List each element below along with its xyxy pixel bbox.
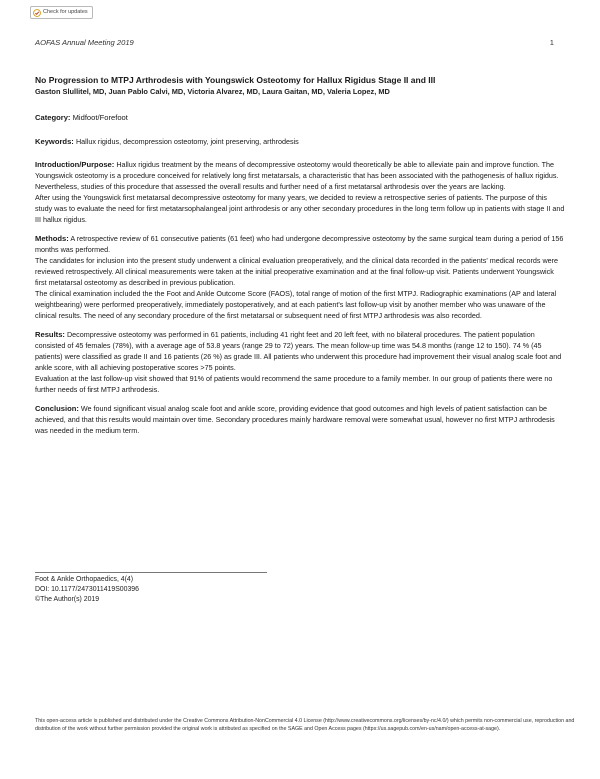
keywords-line: [35, 136, 565, 149]
footer-citation: [35, 575, 139, 606]
conclusion-label: Conclusion:: [35, 404, 79, 413]
category-label: Category:: [35, 113, 71, 122]
license-notice: This open-access article is published and distributed under the Creative Commons Attribution-NonCommercial 4.0 License (http://www.creativecommons.org/licenses/by-nc/4.0/) which permits non-commercial use, reproduction and distribution of the work without further permission provided the original work is attributed as specified on the SAGE and Open Access pages (https://us.sagepub.com/en-us/nam/open-access-at-sage).: [35, 718, 575, 733]
category-line: [35, 112, 565, 125]
article-title: No Progression to MTPJ Arthrodesis with Youngswick Osteotomy for Hallux Rigidus Stage II and III: [35, 75, 436, 85]
check-icon: [33, 9, 41, 17]
methods-paragraph-2: The candidates for inclusion into the present study underwent a clinical evaluation preoperatively, and the clinical data recorded in the patients' medical records were reviewed retrospectively. All clinical measurements were taken at the initial preoperative examination and at the final follow-up visit. Patients underwent Youngswick first metatarsal osteotomy as described in previous publication.: [35, 256, 559, 287]
check-for-updates-label: Check for updates: [43, 9, 88, 15]
doi-link[interactable]: DOI: 10.1177/2473011419S00396: [35, 586, 139, 594]
methods-paragraph: [35, 233, 565, 255]
footer-divider: [35, 572, 267, 573]
conclusion-paragraph: [35, 403, 565, 436]
keywords-label: Keywords:: [35, 136, 74, 146]
page-number: 1: [549, 38, 554, 47]
methods-text: A retrospective review of 61 consecutive patients (61 feet) who had undergone decompressive osteotomy by the same surgical team during a period of 156 months was performed.: [35, 234, 564, 254]
methods-paragraph-3: The clinical examination included the the Foot and Ankle Outcome Score (FAOS), total range of motion of the first MTPJ. Radiographic examinations (AP and lateral weightbearing) were performed preoperatively, immediately postoperatively, and at each patient's last follow-up visit by another member who was unaware of the clinical results. The need of any secondary procedure of the first metatarsal or subsequent need of first MTPJ arthrodesis was also recorded.: [35, 289, 557, 320]
running-header: [35, 38, 554, 47]
introduction-paragraph: [35, 159, 565, 192]
check-for-updates-badge[interactable]: [30, 6, 93, 19]
conclusion-text: We found significant visual analog scale foot and ankle score, providing evidence that good outcomes and high levels of patient satisfaction can be achieved, and that this results would maintain over time. Secondary procedures mainly hardware removal were somewhat usual, however no first MTPJ arthrodesis was needed in the medium term.: [35, 404, 555, 435]
journal-citation: Foot & Ankle Orthopaedics, 4(4): [35, 576, 134, 583]
abstract-body: [35, 74, 565, 436]
introduction-paragraph-2: After using the Youngswick first metatarsal decompressive osteotomy for many years, we decided to review a retrospective series of patients. The purpose of this study was to evaluate the need for first metatarsophalangeal joint arthrodesis or any other secondary procedures in the long term follow up in patients with stage II and III hallux rigidus.: [35, 193, 565, 224]
copyright-notice: ©The Author(s) 2019: [35, 596, 100, 604]
results-paragraph-2: Evaluation at the last follow-up visit showed that 91% of patients would recommend the same procedure to a family member. In our group of patients there were no further needs of first MTPJ arthrodesis.: [35, 374, 553, 394]
introduction-text: Hallux rigidus treatment by the means of decompressive osteotomy would theoretically be able to alleviate pain and improve function. The Youngswick osteotomy is a procedure conceived for relatively long first metatarsals, a characteristic that has been associated with the pathogenesis of hallux rigidus. Nevertheless, studies of this procedure that assessed the overall results and further need of a first metatarsal arthrodesis over the years are lacking.: [35, 160, 559, 191]
category-value: Midfoot/Forefoot: [72, 113, 128, 122]
results-label: Results:: [35, 330, 65, 339]
introduction-label: Introduction/Purpose:: [35, 160, 115, 169]
keywords-value: Hallux rigidus, decompression osteotomy, joint preserving, arthrodesis: [75, 136, 299, 146]
running-title: AOFAS Annual Meeting 2019: [35, 38, 134, 47]
methods-label: Methods:: [35, 234, 69, 243]
results-paragraph: [35, 329, 565, 373]
author-list: Gaston Slullitel, MD, Juan Pablo Calvi, MD, Victoria Alvarez, MD, Laura Gaitan, MD, Valeria Lopez, MD: [35, 87, 390, 96]
results-text: Decompressive osteotomy was performed in 61 patients, including 41 right feet and 20 left feet, with no bilateral procedures. The patient population consisted of 45 females (78%), with a average age of 53.8 years (range 29 to 72) years. The mean follow-up time was 54.8 months (range 12 to 150). 74 % (45 patients) were classified as grade II and 16 patients (26 %) as grade III. All patients who underwent this procedure had improvement their visual analog scale foot and ankle score, with all achieving postoperative scores >75 points.: [35, 330, 562, 372]
